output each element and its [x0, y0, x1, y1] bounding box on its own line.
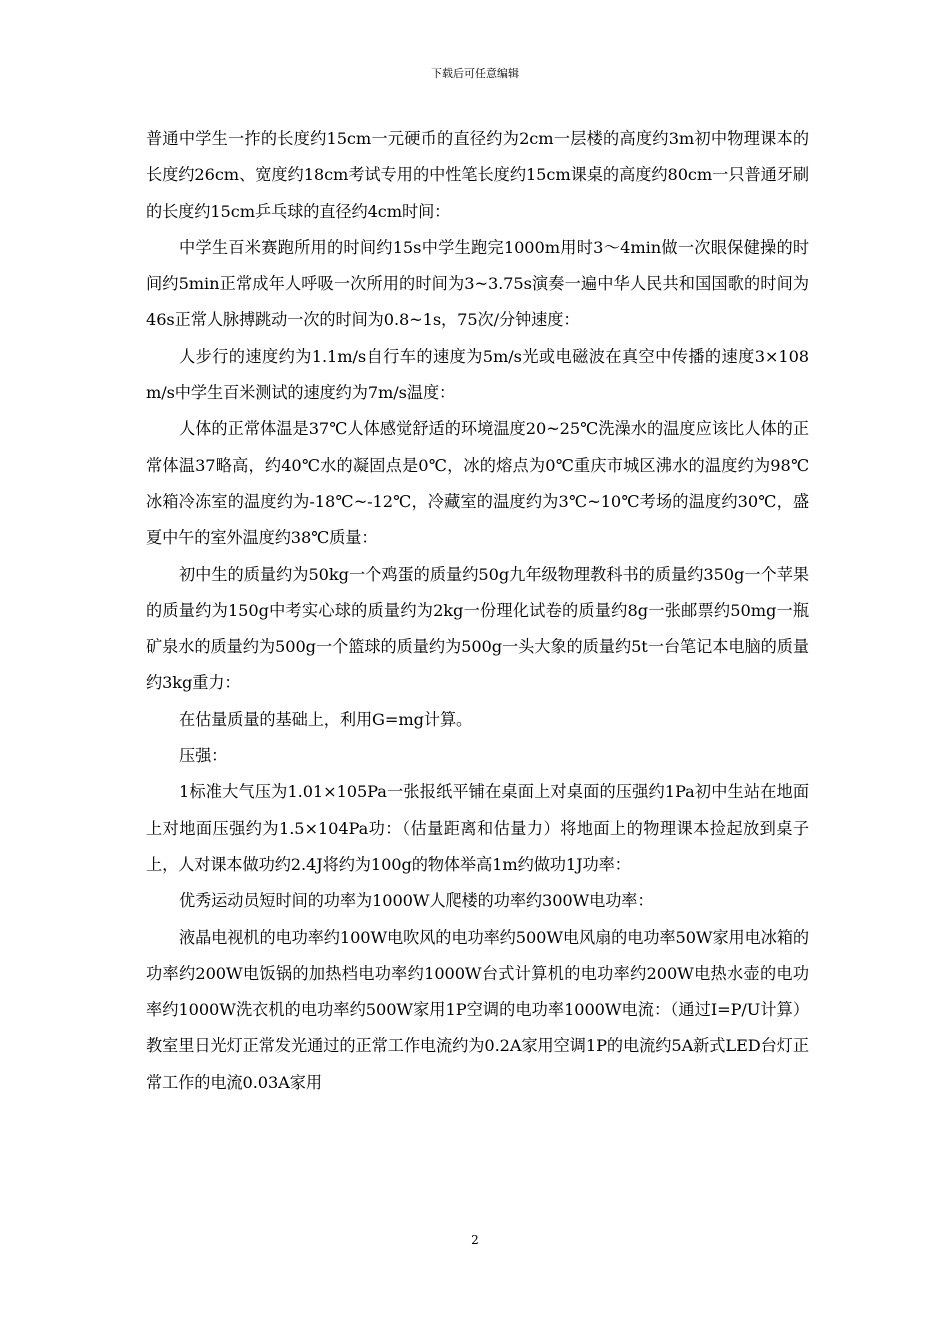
paragraph-gravity: 在估量质量的基础上，利用G=mg计算。: [179, 709, 473, 729]
paragraph-pressure-heading: 压强：: [179, 746, 228, 766]
page-header: 下载后可任意编辑: [431, 67, 519, 80]
paragraph-mass: 初中生的质量约为50kg一个鸡蛋的质量约50g九年级物理教科书的质量约350g一个苹果的质量约为150g中考实心球的质量约为2kg一份理化试卷的质量约8g一张邮票约50mg一瓶矿泉水的质量约为500g一个篮球的质量约为500g一头大象的质量约5t一台笔记本电脑的质量约3kg重力：: [146, 564, 809, 693]
paragraph-speed: 人步行的速度约为1.1m/s自行车的速度为5m/s光或电磁波在真空中传播的速度3×108m/s中学生百米测试的速度约为7m/s温度：: [146, 346, 809, 403]
paragraph-time: 中学生百米赛跑所用的时间约15s中学生跑完1000m用时3～4min做一次眼保健操的时间约5min正常成年人呼吸一次所用的时间为3~3.75s演奏一遍中华人民共和国国歌的时间为46s正常人脉搏跳动一次的时间为0.8~1s，75次/分钟速度：: [146, 237, 809, 330]
paragraph-length: 普通中学生一拃的长度约15cm一元硬币的直径约为2cm一层楼的高度约3m初中物理课本的长度约26cm、宽度约18cm考试专用的中性笔长度约15cm课桌的高度约80cm一只普通牙刷的长度约15cm乒乓球的直径约4cm时间：: [146, 129, 809, 221]
paragraph-electric-power: 液晶电视机的电功率约100W电吹风的电功率约500W电风扇的电功率50W家用电冰箱的功率约200W电饭锅的加热档电功率约1000W台式计算机的电功率约200W电热水壶的电功率约1000W洗衣机的电功率约500W家用1P空调的电功率1000W电流：（通过I=P/U计算）教室里日光灯正常发光通过的正常工作电流约为0.2A家用空调1P的电流约5A新式LED台灯正常工作的电流0.03A家用: [146, 927, 809, 1092]
document-body: [146, 121, 809, 1101]
paragraph-power: 优秀运动员短时间的功率为1000W人爬楼的功率约300W电功率：: [179, 891, 654, 911]
page-number: 2: [471, 1233, 479, 1247]
paragraph-pressure-work: 1标准大气压为1.01×105Pa一张报纸平铺在桌面上对桌面的压强约1Pa初中生站在地面上对地面压强约为1.5×104Pa功：（估量距离和估量力）将地面上的物理课本捡起放到桌子上，人对课本做功约2.4J将约为100g的物体举高1m约做功1J功率：: [146, 782, 809, 874]
paragraph-temperature: 人体的正常体温是37℃人体感觉舒适的环境温度20~25℃洗澡水的温度应该比人体的正常体温37略高，约40℃水的凝固点是0℃，冰的熔点为0℃重庆市城区沸水的温度约为98℃冰箱冷冻室的温度约为-18℃~-12℃，冷藏室的温度约为3℃~10℃考场的温度约30℃，盛夏中午的室外温度约38℃质量：: [146, 419, 809, 548]
